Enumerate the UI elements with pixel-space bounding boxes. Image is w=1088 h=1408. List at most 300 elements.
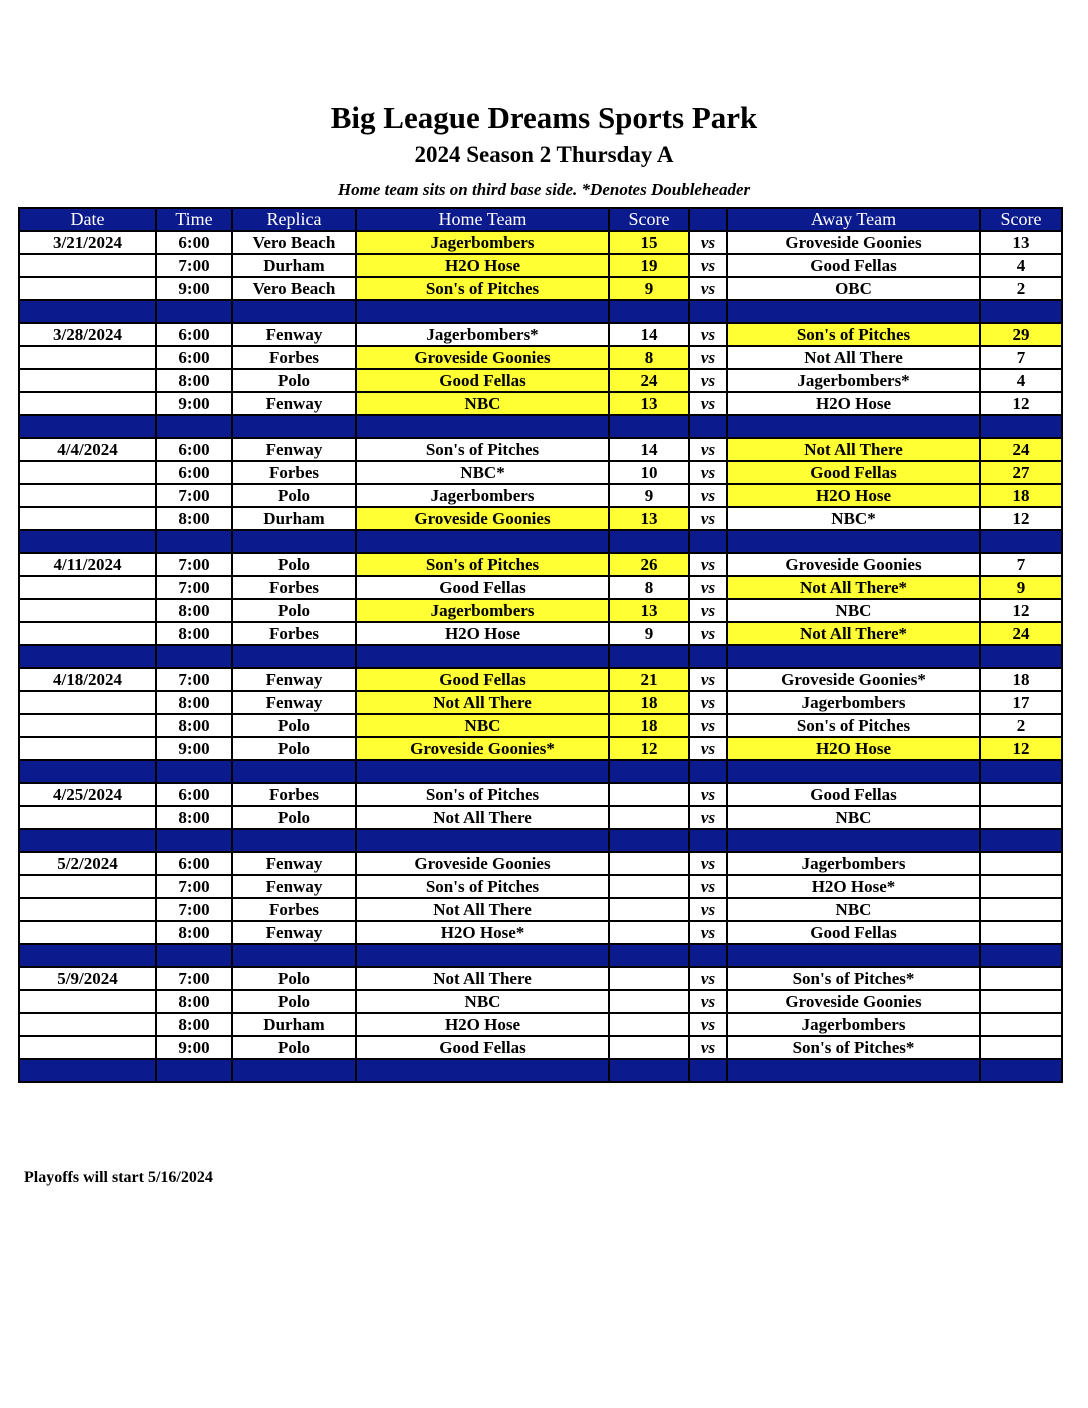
- separator-cell: [609, 300, 689, 323]
- game-row: [19, 346, 1062, 369]
- vs-label: vs: [689, 875, 727, 898]
- game-time: 8:00: [156, 921, 232, 944]
- home-score: [609, 898, 689, 921]
- separator-cell: [980, 760, 1062, 783]
- game-row: [19, 599, 1062, 622]
- separator-cell: [689, 760, 727, 783]
- away-score: 9: [980, 576, 1062, 599]
- home-team: NBC: [356, 990, 609, 1013]
- vs-label: vs: [689, 806, 727, 829]
- game-row: [19, 622, 1062, 645]
- game-replica: Forbes: [232, 576, 356, 599]
- week-separator: [19, 944, 1062, 967]
- home-score: 18: [609, 714, 689, 737]
- home-team: Groveside Goonies: [356, 852, 609, 875]
- separator-cell: [356, 415, 609, 438]
- home-team: H2O Hose: [356, 622, 609, 645]
- game-row: [19, 898, 1062, 921]
- game-replica: Forbes: [232, 898, 356, 921]
- separator-cell: [609, 415, 689, 438]
- home-score: 8: [609, 346, 689, 369]
- game-replica: Fenway: [232, 668, 356, 691]
- home-team: Good Fellas: [356, 1036, 609, 1059]
- home-team: Good Fellas: [356, 668, 609, 691]
- game-replica: Polo: [232, 714, 356, 737]
- separator-cell: [19, 415, 156, 438]
- away-score: 12: [980, 392, 1062, 415]
- game-time: 8:00: [156, 1013, 232, 1036]
- away-team: Not All There: [727, 346, 980, 369]
- separator-cell: [609, 1059, 689, 1082]
- vs-label: vs: [689, 737, 727, 760]
- away-score: 12: [980, 599, 1062, 622]
- game-date: [19, 691, 156, 714]
- home-team: Not All There: [356, 967, 609, 990]
- game-time: 7:00: [156, 254, 232, 277]
- game-time: 8:00: [156, 691, 232, 714]
- game-time: 6:00: [156, 323, 232, 346]
- header-row: [19, 208, 1062, 231]
- separator-cell: [356, 944, 609, 967]
- game-replica: Polo: [232, 990, 356, 1013]
- game-row: [19, 507, 1062, 530]
- separator-cell: [609, 530, 689, 553]
- game-row: [19, 1036, 1062, 1059]
- home-score: 24: [609, 369, 689, 392]
- vs-label: vs: [689, 438, 727, 461]
- game-time: 7:00: [156, 875, 232, 898]
- col-away-team: Away Team: [727, 208, 980, 231]
- game-date: [19, 898, 156, 921]
- separator-cell: [727, 645, 980, 668]
- separator-cell: [689, 530, 727, 553]
- away-team: Jagerbombers: [727, 691, 980, 714]
- game-time: 7:00: [156, 484, 232, 507]
- schedule-note: Home team sits on third base side. *Denotes Doubleheader: [337, 180, 751, 199]
- game-replica: Fenway: [232, 323, 356, 346]
- separator-cell: [356, 530, 609, 553]
- game-date: [19, 806, 156, 829]
- game-replica: Fenway: [232, 392, 356, 415]
- home-score: 14: [609, 438, 689, 461]
- separator-cell: [156, 1059, 232, 1082]
- separator-cell: [980, 1059, 1062, 1082]
- separator-cell: [232, 829, 356, 852]
- away-score: 7: [980, 553, 1062, 576]
- separator-cell: [19, 645, 156, 668]
- away-score: [980, 1036, 1062, 1059]
- separator-cell: [689, 415, 727, 438]
- game-date: 3/28/2024: [19, 323, 156, 346]
- separator-cell: [232, 300, 356, 323]
- game-row: [19, 392, 1062, 415]
- separator-cell: [727, 829, 980, 852]
- away-score: 2: [980, 277, 1062, 300]
- game-replica: Vero Beach: [232, 277, 356, 300]
- game-replica: Polo: [232, 1036, 356, 1059]
- home-score: 19: [609, 254, 689, 277]
- home-team: Jagerbombers: [356, 484, 609, 507]
- game-date: [19, 346, 156, 369]
- separator-cell: [980, 829, 1062, 852]
- home-team: Jagerbombers: [356, 599, 609, 622]
- separator-cell: [689, 829, 727, 852]
- away-team: Jagerbombers: [727, 852, 980, 875]
- away-team: Good Fellas: [727, 254, 980, 277]
- game-row: [19, 737, 1062, 760]
- game-date: [19, 737, 156, 760]
- game-row: [19, 231, 1062, 254]
- game-row: [19, 369, 1062, 392]
- vs-label: vs: [689, 369, 727, 392]
- vs-label: vs: [689, 990, 727, 1013]
- game-time: 8:00: [156, 507, 232, 530]
- game-date: [19, 1036, 156, 1059]
- game-time: 7:00: [156, 576, 232, 599]
- home-score: 9: [609, 277, 689, 300]
- home-score: [609, 921, 689, 944]
- game-time: 6:00: [156, 231, 232, 254]
- home-score: 18: [609, 691, 689, 714]
- home-score: 12: [609, 737, 689, 760]
- game-date: [19, 714, 156, 737]
- away-team: Groveside Goonies*: [727, 668, 980, 691]
- schedule-table: [18, 207, 1063, 1083]
- home-score: [609, 967, 689, 990]
- vs-label: vs: [689, 668, 727, 691]
- separator-cell: [727, 1059, 980, 1082]
- home-team: H2O Hose*: [356, 921, 609, 944]
- game-replica: Forbes: [232, 461, 356, 484]
- game-time: 6:00: [156, 461, 232, 484]
- separator-cell: [156, 760, 232, 783]
- game-time: 9:00: [156, 1036, 232, 1059]
- separator-cell: [156, 530, 232, 553]
- separator-cell: [727, 415, 980, 438]
- game-row: [19, 277, 1062, 300]
- game-row: [19, 990, 1062, 1013]
- home-team: H2O Hose: [356, 1013, 609, 1036]
- game-date: 5/9/2024: [19, 967, 156, 990]
- vs-label: vs: [689, 576, 727, 599]
- home-team: Groveside Goonies: [356, 346, 609, 369]
- separator-cell: [980, 300, 1062, 323]
- away-team: H2O Hose: [727, 484, 980, 507]
- vs-label: vs: [689, 921, 727, 944]
- away-score: 27: [980, 461, 1062, 484]
- game-time: 8:00: [156, 714, 232, 737]
- week-separator: [19, 829, 1062, 852]
- game-replica: Vero Beach: [232, 231, 356, 254]
- home-team: Not All There: [356, 898, 609, 921]
- col-home-score: Score: [609, 208, 689, 231]
- game-date: [19, 392, 156, 415]
- game-replica: Forbes: [232, 622, 356, 645]
- game-time: 8:00: [156, 990, 232, 1013]
- separator-cell: [232, 530, 356, 553]
- vs-label: vs: [689, 1013, 727, 1036]
- game-row: [19, 852, 1062, 875]
- away-score: 7: [980, 346, 1062, 369]
- vs-label: vs: [689, 898, 727, 921]
- game-row: [19, 461, 1062, 484]
- vs-label: vs: [689, 254, 727, 277]
- game-row: [19, 783, 1062, 806]
- separator-cell: [609, 829, 689, 852]
- game-replica: Durham: [232, 507, 356, 530]
- game-replica: Fenway: [232, 921, 356, 944]
- game-replica: Polo: [232, 599, 356, 622]
- away-team: Jagerbombers*: [727, 369, 980, 392]
- col-date: Date: [19, 208, 156, 231]
- away-score: 29: [980, 323, 1062, 346]
- game-replica: Forbes: [232, 346, 356, 369]
- away-team: Good Fellas: [727, 461, 980, 484]
- home-team: Son's of Pitches: [356, 277, 609, 300]
- game-date: 4/4/2024: [19, 438, 156, 461]
- game-replica: Polo: [232, 967, 356, 990]
- away-score: [980, 783, 1062, 806]
- away-score: [980, 898, 1062, 921]
- game-replica: Forbes: [232, 783, 356, 806]
- vs-label: vs: [689, 231, 727, 254]
- home-score: [609, 875, 689, 898]
- separator-cell: [689, 645, 727, 668]
- game-date: [19, 875, 156, 898]
- game-replica: Polo: [232, 484, 356, 507]
- vs-label: vs: [689, 783, 727, 806]
- home-score: 13: [609, 392, 689, 415]
- separator-cell: [980, 944, 1062, 967]
- game-date: 3/21/2024: [19, 231, 156, 254]
- week-separator: [19, 530, 1062, 553]
- away-score: 24: [980, 438, 1062, 461]
- separator-cell: [232, 944, 356, 967]
- game-replica: Fenway: [232, 438, 356, 461]
- home-score: 26: [609, 553, 689, 576]
- separator-cell: [156, 645, 232, 668]
- separator-cell: [727, 760, 980, 783]
- playoffs-note: Playoffs will start 5/16/2024: [24, 1169, 213, 1186]
- vs-label: vs: [689, 507, 727, 530]
- away-score: [980, 852, 1062, 875]
- game-replica: Fenway: [232, 691, 356, 714]
- game-date: [19, 484, 156, 507]
- home-score: 10: [609, 461, 689, 484]
- vs-label: vs: [689, 691, 727, 714]
- game-row: [19, 691, 1062, 714]
- game-replica: Polo: [232, 553, 356, 576]
- away-team: Good Fellas: [727, 783, 980, 806]
- home-score: 13: [609, 507, 689, 530]
- separator-cell: [689, 944, 727, 967]
- separator-cell: [356, 829, 609, 852]
- separator-cell: [356, 300, 609, 323]
- week-separator: [19, 415, 1062, 438]
- game-row: [19, 1013, 1062, 1036]
- home-score: [609, 806, 689, 829]
- game-row: [19, 714, 1062, 737]
- separator-cell: [232, 760, 356, 783]
- game-time: 6:00: [156, 438, 232, 461]
- home-team: Groveside Goonies: [356, 507, 609, 530]
- home-team: NBC: [356, 714, 609, 737]
- game-time: 8:00: [156, 599, 232, 622]
- separator-cell: [232, 415, 356, 438]
- home-score: 9: [609, 484, 689, 507]
- away-score: 17: [980, 691, 1062, 714]
- separator-cell: [980, 645, 1062, 668]
- away-team: Son's of Pitches: [727, 323, 980, 346]
- game-time: 9:00: [156, 392, 232, 415]
- home-team: Good Fellas: [356, 369, 609, 392]
- game-replica: Polo: [232, 369, 356, 392]
- game-date: [19, 921, 156, 944]
- game-date: [19, 254, 156, 277]
- game-row: [19, 438, 1062, 461]
- away-team: Groveside Goonies: [727, 990, 980, 1013]
- season-subtitle: 2024 Season 2 Thursday A: [414, 142, 674, 167]
- away-score: [980, 806, 1062, 829]
- home-team: NBC*: [356, 461, 609, 484]
- home-team: Not All There: [356, 691, 609, 714]
- game-replica: Polo: [232, 737, 356, 760]
- home-team: Son's of Pitches: [356, 783, 609, 806]
- col-vs: [689, 208, 727, 231]
- separator-cell: [689, 1059, 727, 1082]
- game-date: 4/25/2024: [19, 783, 156, 806]
- vs-label: vs: [689, 392, 727, 415]
- separator-cell: [689, 300, 727, 323]
- away-team: Jagerbombers: [727, 1013, 980, 1036]
- separator-cell: [609, 944, 689, 967]
- home-score: [609, 1036, 689, 1059]
- separator-cell: [19, 1059, 156, 1082]
- away-score: 4: [980, 254, 1062, 277]
- home-team: Groveside Goonies*: [356, 737, 609, 760]
- vs-label: vs: [689, 346, 727, 369]
- separator-cell: [156, 829, 232, 852]
- away-team: NBC: [727, 806, 980, 829]
- col-time: Time: [156, 208, 232, 231]
- game-date: [19, 461, 156, 484]
- game-row: [19, 967, 1062, 990]
- away-team: Not All There: [727, 438, 980, 461]
- vs-label: vs: [689, 277, 727, 300]
- away-score: [980, 921, 1062, 944]
- game-date: [19, 599, 156, 622]
- away-score: [980, 1013, 1062, 1036]
- game-row: [19, 576, 1062, 599]
- game-row: [19, 553, 1062, 576]
- separator-cell: [232, 645, 356, 668]
- vs-label: vs: [689, 622, 727, 645]
- page-title: Big League Dreams Sports Park: [330, 100, 758, 135]
- home-team: NBC: [356, 392, 609, 415]
- game-date: [19, 622, 156, 645]
- game-row: [19, 921, 1062, 944]
- separator-cell: [980, 530, 1062, 553]
- game-date: 5/2/2024: [19, 852, 156, 875]
- game-row: [19, 323, 1062, 346]
- separator-cell: [156, 944, 232, 967]
- separator-cell: [727, 944, 980, 967]
- separator-cell: [19, 944, 156, 967]
- away-team: Good Fellas: [727, 921, 980, 944]
- game-time: 6:00: [156, 852, 232, 875]
- vs-label: vs: [689, 714, 727, 737]
- separator-cell: [19, 829, 156, 852]
- game-row: [19, 806, 1062, 829]
- game-time: 7:00: [156, 967, 232, 990]
- separator-cell: [19, 530, 156, 553]
- game-row: [19, 668, 1062, 691]
- away-score: 24: [980, 622, 1062, 645]
- away-score: [980, 967, 1062, 990]
- home-team: Not All There: [356, 806, 609, 829]
- away-team: Not All There*: [727, 622, 980, 645]
- col-home-team: Home Team: [356, 208, 609, 231]
- game-time: 7:00: [156, 553, 232, 576]
- game-time: 8:00: [156, 806, 232, 829]
- game-date: [19, 576, 156, 599]
- away-team: NBC: [727, 898, 980, 921]
- col-away-score: Score: [980, 208, 1062, 231]
- home-score: 21: [609, 668, 689, 691]
- vs-label: vs: [689, 1036, 727, 1059]
- game-time: 8:00: [156, 622, 232, 645]
- away-score: 13: [980, 231, 1062, 254]
- away-score: [980, 875, 1062, 898]
- separator-cell: [19, 300, 156, 323]
- home-team: Son's of Pitches: [356, 875, 609, 898]
- game-date: [19, 369, 156, 392]
- separator-cell: [19, 760, 156, 783]
- separator-cell: [356, 760, 609, 783]
- home-score: 8: [609, 576, 689, 599]
- game-replica: Durham: [232, 254, 356, 277]
- vs-label: vs: [689, 553, 727, 576]
- home-score: 13: [609, 599, 689, 622]
- week-separator: [19, 300, 1062, 323]
- separator-cell: [980, 415, 1062, 438]
- home-team: Jagerbombers*: [356, 323, 609, 346]
- home-score: 15: [609, 231, 689, 254]
- away-team: Son's of Pitches: [727, 714, 980, 737]
- home-score: 14: [609, 323, 689, 346]
- game-date: [19, 990, 156, 1013]
- col-replica: Replica: [232, 208, 356, 231]
- away-team: H2O Hose: [727, 737, 980, 760]
- away-team: OBC: [727, 277, 980, 300]
- away-team: Son's of Pitches*: [727, 967, 980, 990]
- vs-label: vs: [689, 852, 727, 875]
- separator-cell: [156, 415, 232, 438]
- separator-cell: [609, 645, 689, 668]
- week-separator: [19, 645, 1062, 668]
- away-team: H2O Hose*: [727, 875, 980, 898]
- vs-label: vs: [689, 323, 727, 346]
- away-score: 12: [980, 507, 1062, 530]
- separator-cell: [609, 760, 689, 783]
- game-row: [19, 254, 1062, 277]
- home-score: 9: [609, 622, 689, 645]
- game-time: 7:00: [156, 898, 232, 921]
- away-team: NBC: [727, 599, 980, 622]
- home-team: Good Fellas: [356, 576, 609, 599]
- home-team: Jagerbombers: [356, 231, 609, 254]
- game-replica: Fenway: [232, 852, 356, 875]
